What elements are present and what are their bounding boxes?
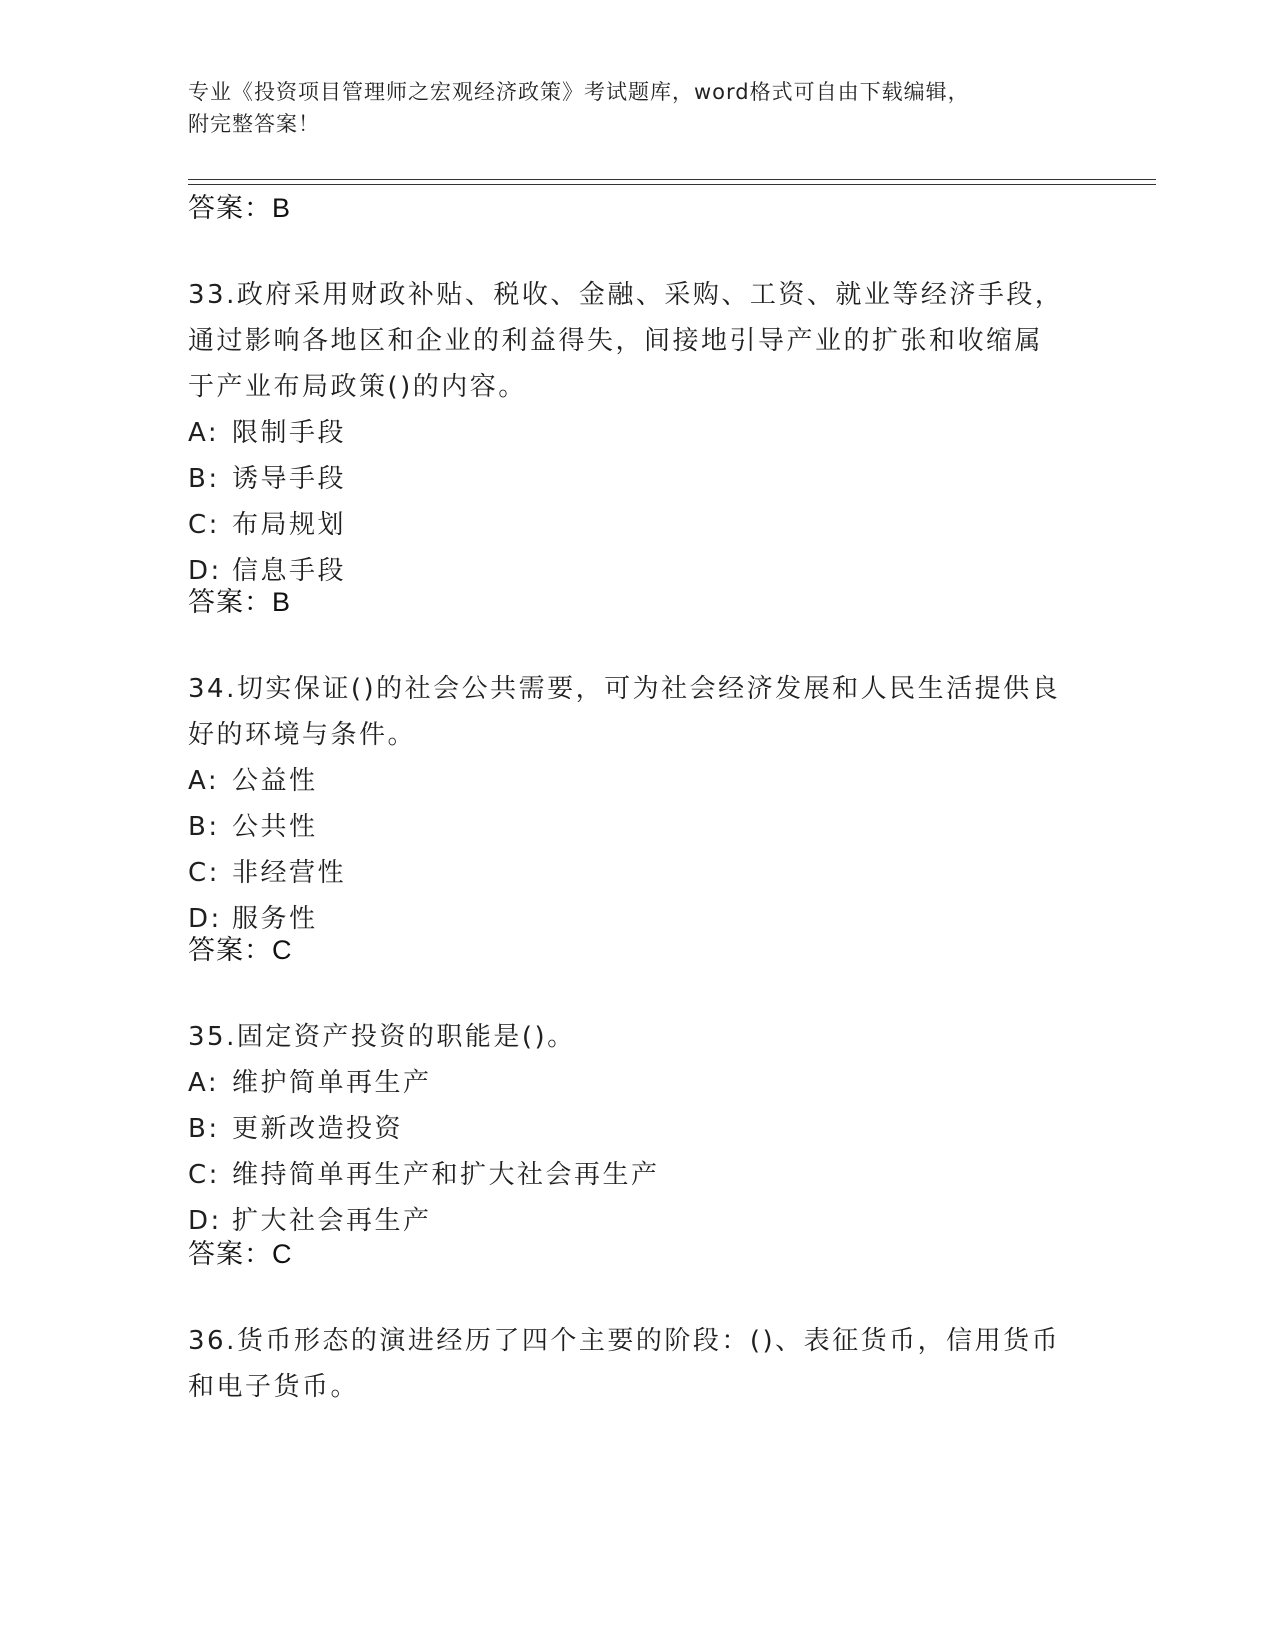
option-c: C: 维持简单再生产和扩大社会再生产 xyxy=(188,1160,660,1190)
question-35 xyxy=(188,1014,1088,1244)
option-c: C: 布局规划 xyxy=(188,510,347,540)
header-line-2: 附完整答案！ xyxy=(188,112,320,136)
previous-answer: 答案：B xyxy=(188,193,292,223)
question-line: 36.货币形态的演进经历了四个主要的阶段：()、表征货币，信用货币 xyxy=(188,1326,1061,1356)
option-d: D: 信息手段 xyxy=(188,556,347,586)
question-line: 34.切实保证()的社会公共需要，可为社会经济发展和人民生活提供良 xyxy=(188,674,1061,704)
header-divider-bottom xyxy=(188,184,1156,185)
question-36 xyxy=(188,1318,1088,1410)
option-b: B: 诱导手段 xyxy=(188,464,347,494)
option-c: C: 非经营性 xyxy=(188,858,347,888)
question-34 xyxy=(188,666,1088,942)
answer-33: 答案：B xyxy=(188,587,292,617)
option-b: B: 更新改造投资 xyxy=(188,1114,404,1144)
option-d: D: 服务性 xyxy=(188,904,318,934)
option-d: D: 扩大社会再生产 xyxy=(188,1206,432,1236)
option-a: A: 维护简单再生产 xyxy=(188,1068,432,1098)
question-line: 通过影响各地区和企业的利益得失，间接地引导产业的扩张和收缩属 xyxy=(188,326,1044,356)
answer-34: 答案：C xyxy=(188,935,293,965)
option-a: A: 限制手段 xyxy=(188,418,347,448)
question-line: 33.政府采用财政补贴、税收、金融、采购、工资、就业等经济手段， xyxy=(188,280,1064,310)
question-line: 35.固定资产投资的职能是()。 xyxy=(188,1022,576,1052)
document-header xyxy=(188,76,1088,140)
question-line: 好的环境与条件。 xyxy=(188,720,417,750)
question-line: 于产业布局政策()的内容。 xyxy=(188,372,527,402)
option-a: A: 公益性 xyxy=(188,766,318,796)
option-b: B: 公共性 xyxy=(188,812,318,842)
header-line-1: 专业《投资项目管理师之宏观经济政策》考试题库，word格式可自由下载编辑， xyxy=(188,80,970,104)
question-33 xyxy=(188,272,1088,594)
header-divider-top xyxy=(188,179,1156,180)
answer-35: 答案：C xyxy=(188,1239,293,1269)
question-line: 和电子货币。 xyxy=(188,1372,360,1402)
